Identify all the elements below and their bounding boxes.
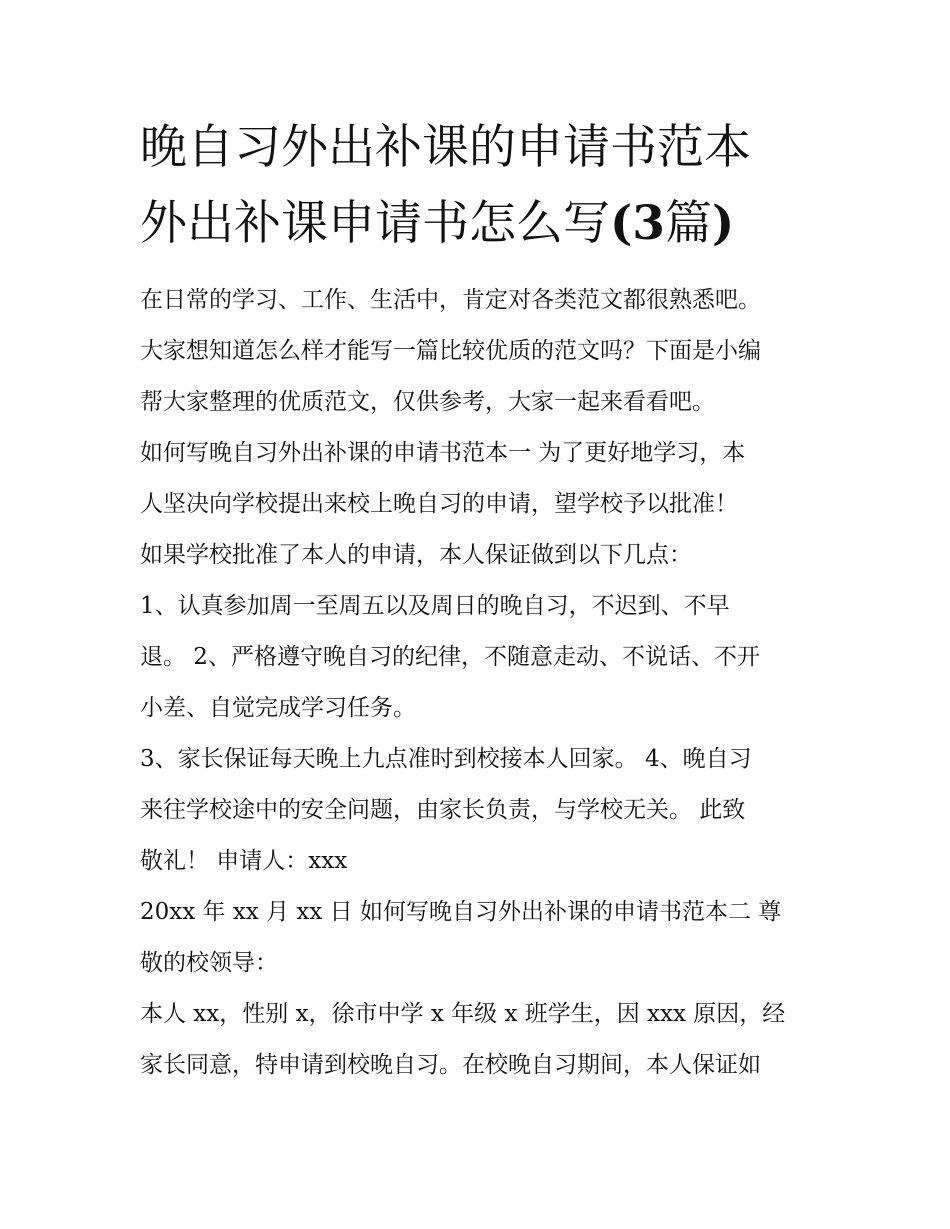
body-line-12: 敬礼！ 申请人：xxx (140, 848, 348, 874)
body-line-10: 3、家长保证每天晚上九点准时到校接本人回家。 4、晚自习 (140, 746, 752, 772)
body-line-15: 本人 xx，性别 x，徐市中学 x 年级 x 班学生，因 xxx 原因，经 (140, 1001, 786, 1027)
body-line-11: 来往学校途中的安全问题，由家长负责，与学校无关。 此致 (140, 797, 746, 823)
body-line-2: 大家想知道怎么样才能写一篇比较优质的范文吗？下面是小编 (140, 338, 761, 364)
body-line-13: 20xx 年 xx 月 xx 日 如何写晚自习外出补课的申请书范本二 尊 (140, 899, 782, 925)
body-line-4: 如何写晚自习外出补课的申请书范本一 为了更好地学习，本 (140, 440, 746, 466)
body-line-8: 退。 2、严格遵守晚自习的纪律，不随意走动、不说话、不开 (140, 644, 760, 670)
document-title-line-2: 外出补课申请书怎么写(3篇) (140, 196, 735, 251)
document-title-line-1: 晚自习外出补课的申请书范本 (140, 120, 751, 175)
body-line-1: 在日常的学习、工作、生活中，肯定对各类范文都很熟悉吧。 (140, 287, 761, 313)
body-line-7: 1、认真参加周一至周五以及周日的晚自习，不迟到、不早 (140, 593, 730, 619)
body-line-6: 如果学校批准了本人的申请，本人保证做到以下几点： (140, 542, 692, 568)
body-line-3: 帮大家整理的优质范文，仅供参考，大家一起来看看吧。 (140, 389, 715, 415)
body-line-16: 家长同意，特申请到校晚自习。在校晚自习期间，本人保证如 (140, 1052, 761, 1078)
body-line-14: 敬的校领导： (140, 950, 278, 976)
body-line-5: 人坚决向学校提出来校上晚自习的申请，望学校予以批准！ (140, 491, 738, 517)
body-line-9: 小差、自觉完成学习任务。 (140, 695, 416, 721)
